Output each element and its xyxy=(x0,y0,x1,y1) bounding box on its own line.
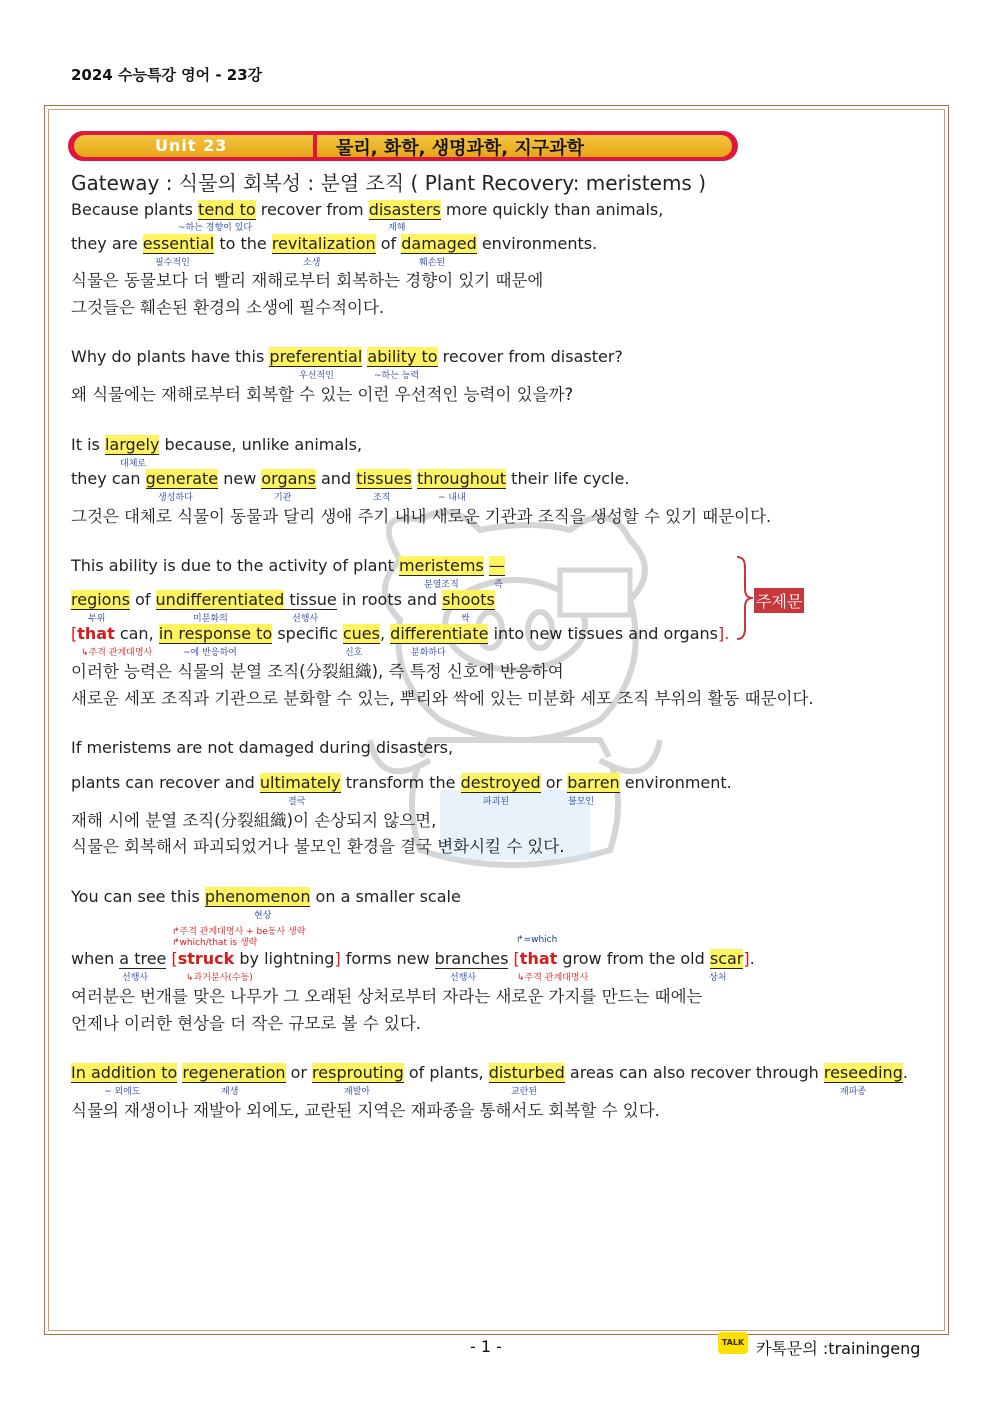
p5-line2 xyxy=(71,773,732,792)
relative-pronoun-that: that xyxy=(77,624,115,643)
text: You can see this xyxy=(71,887,205,906)
antecedent-tissue: tissue xyxy=(284,590,337,609)
gloss: ~ 내내 xyxy=(438,493,466,503)
gloss: 재파종 xyxy=(840,1087,867,1097)
gloss: ↱=which xyxy=(516,935,558,945)
gloss: 선행사 xyxy=(450,973,477,983)
vocab-ultimately: ultimately xyxy=(259,773,341,792)
text: environments. xyxy=(476,234,598,253)
text: recover from disaster? xyxy=(437,347,623,366)
text: they can xyxy=(71,469,146,488)
p4-line3 xyxy=(71,624,729,643)
p2-line1 xyxy=(71,347,623,366)
vocab-in-addition-to: In addition to xyxy=(71,1063,178,1082)
text: Because plants xyxy=(71,200,199,219)
gloss: 기관 xyxy=(274,493,292,503)
text: their life cycle. xyxy=(506,469,630,488)
vocab-destroyed: destroyed xyxy=(460,773,541,792)
p6-line2 xyxy=(71,949,755,968)
text: of xyxy=(129,590,156,609)
text: . xyxy=(902,1063,908,1082)
vocab-ability-to: ability to xyxy=(367,347,438,366)
p6-translation-2: 언제나 이러한 현상을 더 작은 규모로 볼 수 있다. xyxy=(71,1014,422,1033)
text: and xyxy=(315,469,357,488)
topic-brace-icon xyxy=(735,555,755,641)
gloss: 현상 xyxy=(254,911,272,921)
gloss: ~하는 경향이 있다 xyxy=(178,223,253,233)
gloss: 필수적인 xyxy=(155,258,190,268)
p1-translation-1: 식물은 동물보다 더 빨리 재해로부터 회복하는 경향이 있기 때문에 xyxy=(71,271,544,290)
text: to the xyxy=(214,234,272,253)
vocab-regeneration: regeneration xyxy=(182,1063,286,1082)
text: of xyxy=(375,234,402,253)
vocab-essential: essential xyxy=(142,234,215,253)
gloss: 재생 xyxy=(221,1087,239,1097)
gloss: 분열조직 xyxy=(424,580,459,590)
unit-subjects: 물리, 화학, 생명과학, 지구과학 xyxy=(336,138,584,159)
gloss: ~에 반응하여 xyxy=(183,648,237,658)
vocab-generate: generate xyxy=(145,469,219,488)
bracket: ] xyxy=(743,949,750,968)
text: they are xyxy=(71,234,143,253)
p1-line2 xyxy=(71,234,597,253)
vocab-scar: scar xyxy=(709,949,744,968)
gloss: 우선적인 xyxy=(299,371,334,381)
topic-sentence-badge: 주제문 xyxy=(754,588,804,613)
p5-translation-1: 재해 시에 분열 조직(分裂組織)이 손상되지 않으면, xyxy=(71,811,437,830)
bracket: ]. xyxy=(717,624,730,643)
grammar-note: ↳주격 관계대명사 xyxy=(81,648,153,658)
text: new xyxy=(218,469,262,488)
p4-line2 xyxy=(71,590,495,609)
text: plants can recover and xyxy=(71,773,260,792)
text: or xyxy=(285,1063,313,1082)
gloss: ~ 외에도 xyxy=(104,1087,141,1097)
p6-translation-1: 여러분은 번개를 맞은 나무가 그 오래된 상처로부터 자라는 새로운 가지를 만드는 때에는 xyxy=(71,987,703,1006)
gloss: 대체로 xyxy=(120,459,147,469)
p7-line1 xyxy=(71,1063,908,1082)
antecedent-branches: branches xyxy=(434,949,509,968)
gloss: 소생 xyxy=(303,258,321,268)
grammar-note: ↳주격 관계대명사 xyxy=(517,973,589,983)
vocab-disturbed: disturbed xyxy=(488,1063,565,1082)
p4-translation-2: 새로운 세포 조직과 기관으로 분화할 수 있는, 뿌리와 싹에 있는 미분화 세포 조직 부위의 활동 때문이다. xyxy=(71,689,814,708)
gloss: 싹 xyxy=(461,614,470,624)
gloss: ~하는 능력 xyxy=(374,371,420,381)
gloss: 선행사 xyxy=(292,614,319,624)
participle-struck: struck xyxy=(177,949,235,968)
gloss: 재해 xyxy=(388,223,406,233)
vocab-reseeding: reseeding xyxy=(823,1063,903,1082)
text: It is xyxy=(71,435,105,454)
text: areas can also recover through xyxy=(564,1063,824,1082)
gloss: 미분화의 xyxy=(193,614,228,624)
vocab-undifferentiated: undifferentiated xyxy=(155,590,285,609)
vocab-disasters: disasters xyxy=(368,200,441,219)
p5-line1: If meristems are not damaged during disasters, xyxy=(71,738,454,757)
text: of plants, xyxy=(403,1063,489,1082)
vocab-meristems: meristems xyxy=(398,556,484,575)
gloss: 상처 xyxy=(709,973,727,983)
vocab-phenomenon: phenomenon xyxy=(204,887,311,906)
p3-line2 xyxy=(71,469,629,488)
p1-translation-2: 그것들은 훼손된 환경의 소생에 필수적이다. xyxy=(71,298,385,317)
text: recover from xyxy=(255,200,369,219)
bracket: [ xyxy=(513,949,520,968)
bracket: [ xyxy=(71,624,78,643)
text: in roots and xyxy=(336,590,443,609)
p2-translation: 왜 식물에는 재해로부터 회복할 수 있는 이런 우선적인 능력이 있을까? xyxy=(71,385,574,404)
vocab-tend-to: tend to xyxy=(198,200,256,219)
gloss: 선행사 xyxy=(122,973,149,983)
text: when xyxy=(71,949,120,968)
vocab-damaged: damaged xyxy=(401,234,477,253)
vocab-throughout: throughout xyxy=(417,469,507,488)
banner-divider xyxy=(313,134,317,158)
text: by lightning xyxy=(234,949,335,968)
text: This ability is due to the activity of plant xyxy=(71,556,399,575)
vocab-differentiate: differentiate xyxy=(390,624,489,643)
p5-translation-2: 식물은 회복해서 파괴되었거나 불모인 환경을 결국 변화시킬 수 있다. xyxy=(71,837,565,856)
gloss: 즉 xyxy=(494,580,503,590)
text: can, xyxy=(114,624,159,643)
gateway-title: Gateway : 식물의 회복성 : 분열 조직 ( Plant Recovery: meristems ) xyxy=(71,171,707,195)
vocab-preferential: preferential xyxy=(269,347,363,366)
grammar-note: ↱which/that is 생략 xyxy=(172,938,258,948)
text: forms new xyxy=(340,949,435,968)
vocab-revitalization: revitalization xyxy=(271,234,376,253)
gloss: 신호 xyxy=(345,648,363,658)
vocab-largely: largely xyxy=(104,435,160,454)
vocab-shoots: shoots xyxy=(442,590,495,609)
gloss: 재발아 xyxy=(344,1087,371,1097)
relative-pronoun-that: that xyxy=(519,949,558,968)
vocab-regions: regions xyxy=(71,590,130,609)
gloss: 불모인 xyxy=(568,797,595,807)
p1-line1 xyxy=(71,200,663,219)
kakaotalk-icon: TALK xyxy=(718,1332,748,1354)
text: more quickly than animals, xyxy=(440,200,664,219)
antecedent-a-tree: a tree xyxy=(119,949,167,968)
text: grow from the old xyxy=(557,949,710,968)
text: , xyxy=(379,624,391,643)
gloss: 분화하다 xyxy=(411,648,446,658)
document-header: 2024 수능특강 영어 - 23강 xyxy=(71,66,263,84)
text: Why do plants have this xyxy=(71,347,270,366)
p6-line1 xyxy=(71,887,461,906)
vocab-cues: cues xyxy=(342,624,380,643)
vocab-barren: barren xyxy=(567,773,620,792)
text: because, unlike animals, xyxy=(159,435,363,454)
p3-translation: 그것은 대체로 식물이 동물과 달리 생애 주기 내내 새로운 기관과 조직을 생성할 수 있기 때문이다. xyxy=(71,507,772,526)
gloss: 교란된 xyxy=(511,1087,538,1097)
text: environment. xyxy=(619,773,732,792)
dash-mark: — xyxy=(488,556,505,575)
vocab-in-response-to: in response to xyxy=(158,624,273,643)
bracket: [ xyxy=(171,949,178,968)
bracket: ] xyxy=(334,949,341,968)
grammar-note: ↱주격 관계대명사 + be동사 생략 xyxy=(172,927,306,937)
unit-label: Unit 23 xyxy=(155,136,228,155)
text: on a smaller scale xyxy=(310,887,461,906)
gloss: 결국 xyxy=(288,797,306,807)
text: or xyxy=(540,773,568,792)
text: specific xyxy=(272,624,343,643)
p4-translation-1: 이러한 능력은 식물의 분열 조직(分裂組織), 즉 특정 신호에 반응하여 xyxy=(71,662,564,681)
gloss: 조직 xyxy=(373,493,391,503)
p3-line1 xyxy=(71,435,362,454)
gloss: 파괴된 xyxy=(483,797,510,807)
page-number: - 1 - xyxy=(470,1337,502,1356)
vocab-organs: organs xyxy=(261,469,316,488)
p4-line1 xyxy=(71,556,505,575)
text: into new tissues and organs xyxy=(488,624,718,643)
gloss: 훼손된 xyxy=(419,258,446,268)
vocab-resprouting: resprouting xyxy=(312,1063,404,1082)
text: . xyxy=(749,949,755,968)
text: transform the xyxy=(340,773,461,792)
vocab-tissues: tissues xyxy=(356,469,412,488)
grammar-note: ↳과거분사(수동) xyxy=(186,973,253,983)
gloss: 부위 xyxy=(88,614,106,624)
p7-translation: 식물의 재생이나 재발아 외에도, 교란된 지역은 재파종을 통해서도 회복할 수 있다. xyxy=(71,1101,660,1120)
gloss: 생성하다 xyxy=(158,493,193,503)
kakao-contact: 카톡문의 :trainingeng xyxy=(756,1339,921,1358)
